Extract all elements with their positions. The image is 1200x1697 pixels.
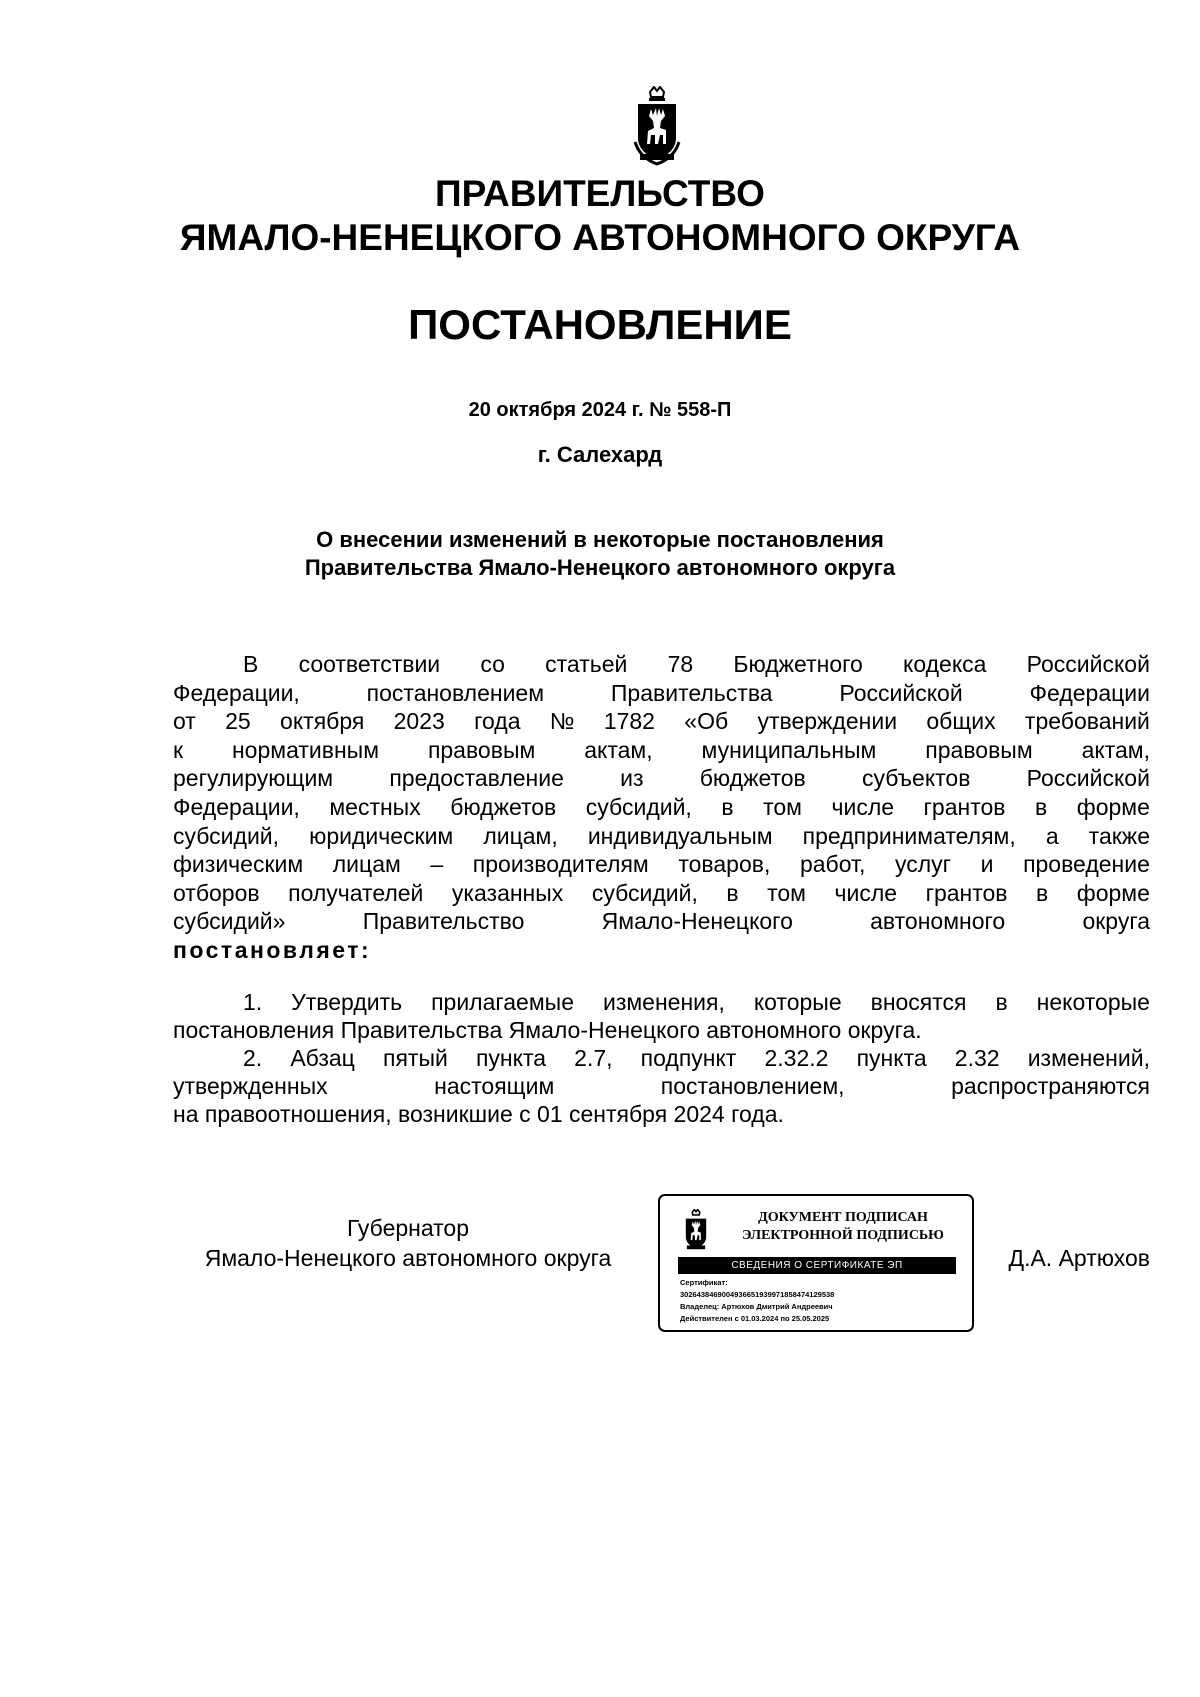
- signer-name: Д.А. Артюхов: [1008, 1245, 1150, 1271]
- word: кодекса: [903, 651, 987, 677]
- word: Бюджетного: [733, 651, 863, 677]
- word: грантов: [925, 880, 1008, 906]
- word: Правительства: [610, 680, 773, 706]
- word: №: [549, 708, 575, 734]
- preamble-line: [173, 736, 1150, 764]
- word: физическим: [173, 851, 304, 877]
- word: Федерации,: [173, 794, 300, 820]
- word: прилагаемые: [431, 989, 574, 1015]
- word: предпринимателям,: [802, 823, 1016, 849]
- word: услуг: [894, 851, 952, 877]
- word: пункта: [475, 1045, 547, 1071]
- government-name-line2: ЯМАЛО-НЕНЕЦКОГО АВТОНОМНОГО ОКРУГА: [179, 217, 1021, 258]
- word: которые: [753, 989, 842, 1015]
- signer-title-line1: Губернатор: [346, 1215, 470, 1241]
- signer-title-line2: Ямало-Ненецкого автономного округа: [204, 1245, 612, 1271]
- word: в: [995, 989, 1008, 1015]
- word: проведение: [1023, 851, 1150, 877]
- word: субсидий»: [173, 908, 286, 934]
- word: местных: [329, 794, 421, 820]
- word: бюджетов: [450, 794, 557, 820]
- word: изменений,: [1027, 1045, 1150, 1071]
- word: работ,: [799, 851, 866, 877]
- word: пункта: [856, 1045, 927, 1071]
- word: Российской: [839, 680, 963, 706]
- word: 2.32.2: [764, 1045, 829, 1071]
- word: октября: [280, 708, 365, 734]
- word: том: [763, 794, 802, 820]
- document-title-line2: Правительства Ямало-Ненецкого автономного округа: [304, 555, 896, 580]
- word: в: [726, 880, 739, 906]
- stamp-heading-line2: ЭЛЕКТРОННОЙ ПОДПИСЬЮ: [742, 1228, 944, 1243]
- word: Правительство: [362, 908, 525, 934]
- word: муниципальным: [701, 737, 877, 763]
- decree-word: постановляет:: [173, 937, 372, 963]
- word: форме: [1076, 880, 1150, 906]
- preamble-line: [173, 793, 1150, 821]
- word: из: [620, 765, 644, 791]
- word: грантов: [923, 794, 1006, 820]
- word: года: [474, 708, 521, 734]
- word: общих: [926, 708, 996, 734]
- word: субъектов: [862, 765, 971, 791]
- word: указанных: [451, 880, 564, 906]
- document-title-line1: О внесении изменений в некоторые постановления: [316, 527, 884, 552]
- stamp-owner: Владелец: Артюхов Дмитрий Андреевич: [680, 1302, 833, 1311]
- word: постановлением: [366, 680, 545, 706]
- word: В: [243, 651, 259, 677]
- word: отборов: [173, 880, 260, 906]
- word: также: [1088, 823, 1150, 849]
- item-1-line-2: постановления Правительства Ямало-Ненецкого автономного округа.: [173, 1017, 922, 1043]
- word: Российской: [1026, 765, 1150, 791]
- stamp-certificate-label: Сертификат:: [680, 1278, 728, 1287]
- word: правовым: [427, 737, 536, 763]
- word: а: [1045, 823, 1059, 849]
- government-name-line1: ПРАВИТЕЛЬСТВО: [435, 173, 765, 214]
- word: утвержденных: [173, 1073, 328, 1099]
- word: 2.: [243, 1045, 263, 1071]
- yamal-coat-of-arms-icon: [632, 86, 682, 168]
- word: получателей: [288, 880, 424, 906]
- word: субсидий,: [585, 794, 692, 820]
- stamp-certificate-number: 3026438469004936651939971858474129538: [680, 1290, 835, 1299]
- word: округа: [1082, 908, 1150, 934]
- word: производителям: [472, 851, 649, 877]
- date-number: 20 октября 2024 г. № 558-П: [468, 399, 732, 421]
- word: лицам: [332, 851, 401, 877]
- item-2-line-2: [173, 1072, 1150, 1100]
- preamble-line: [173, 907, 1150, 935]
- word: Абзац: [290, 1045, 355, 1071]
- preamble-line: [173, 707, 1150, 735]
- word: Федерации: [1029, 680, 1150, 706]
- document-type: ПОСТАНОВЛЕНИЕ: [408, 301, 792, 348]
- word: лицам,: [483, 823, 558, 849]
- word: актам,: [584, 737, 653, 763]
- stamp-valid-period: Действителен с 01.03.2024 по 25.05.2025: [680, 1314, 830, 1323]
- word: к: [173, 737, 184, 763]
- word: в: [1035, 794, 1048, 820]
- yamal-coat-of-arms-icon: [682, 1209, 710, 1253]
- item-2-line-1: [243, 1044, 1150, 1072]
- word: со: [480, 651, 505, 677]
- stamp-certificate-bar: СВЕДЕНИЯ О СЕРТИФИКАТЕ ЭП: [678, 1257, 956, 1274]
- preamble-line: [173, 822, 1150, 850]
- word: предоставление: [389, 765, 564, 791]
- word: 2023: [393, 708, 445, 734]
- word: бюджетов: [699, 765, 806, 791]
- word: 1782: [603, 708, 655, 734]
- word: правовым: [925, 737, 1033, 763]
- word: числе: [831, 794, 895, 820]
- decree-line: [173, 936, 1150, 964]
- word: том: [767, 880, 806, 906]
- word: регулирующим: [173, 765, 334, 791]
- word: в: [1036, 880, 1049, 906]
- item-2-line-3: на правоотношения, возникшие с 01 сентября 2024 года.: [173, 1101, 784, 1127]
- item-1-line-1: [243, 988, 1150, 1016]
- word: требований: [1024, 708, 1150, 734]
- word: от: [173, 708, 196, 734]
- word: подпункт: [640, 1045, 737, 1071]
- word: товаров,: [678, 851, 771, 877]
- word: «Об: [684, 708, 729, 734]
- word: пятый: [383, 1045, 448, 1071]
- word: Российской: [1026, 651, 1150, 677]
- word: соответствии: [298, 651, 441, 677]
- word: вносятся: [870, 989, 967, 1015]
- word: статьей: [545, 651, 628, 677]
- word: Утвердить: [291, 989, 403, 1015]
- word: некоторые: [1036, 989, 1150, 1015]
- preamble-line: [173, 679, 1150, 707]
- word: в: [721, 794, 734, 820]
- preamble-line: [173, 764, 1150, 792]
- preamble-line: [173, 850, 1150, 878]
- word: настоящим: [434, 1073, 555, 1099]
- word: распространяются: [951, 1073, 1150, 1099]
- word: изменения,: [602, 989, 725, 1015]
- preamble-line: [243, 650, 1150, 678]
- word: субсидий,: [173, 823, 280, 849]
- word: 78: [667, 651, 694, 677]
- stamp-heading-line1: ДОКУМЕНТ ПОДПИСАН: [758, 1210, 928, 1225]
- word: Ямало-Ненецкого: [601, 908, 793, 934]
- word: 25: [225, 708, 251, 734]
- word: актам,: [1081, 737, 1150, 763]
- word: 2.32: [954, 1045, 1000, 1071]
- word: 2.7,: [574, 1045, 613, 1071]
- word: постановлением,: [660, 1073, 845, 1099]
- word: 1.: [243, 989, 263, 1015]
- word: нормативным: [231, 737, 380, 763]
- word: Федерации,: [173, 680, 300, 706]
- preamble-line: [173, 879, 1150, 907]
- word: –: [430, 851, 444, 877]
- city: г. Салехард: [537, 442, 663, 467]
- word: форме: [1076, 794, 1150, 820]
- word: числе: [834, 880, 898, 906]
- word: индивидуальным: [587, 823, 773, 849]
- word: утверждении: [757, 708, 898, 734]
- electronic-signature-stamp: [658, 1194, 974, 1332]
- word: юридическим: [309, 823, 454, 849]
- word: автономного: [870, 908, 1006, 934]
- word: и: [980, 851, 994, 877]
- word: субсидий,: [591, 880, 698, 906]
